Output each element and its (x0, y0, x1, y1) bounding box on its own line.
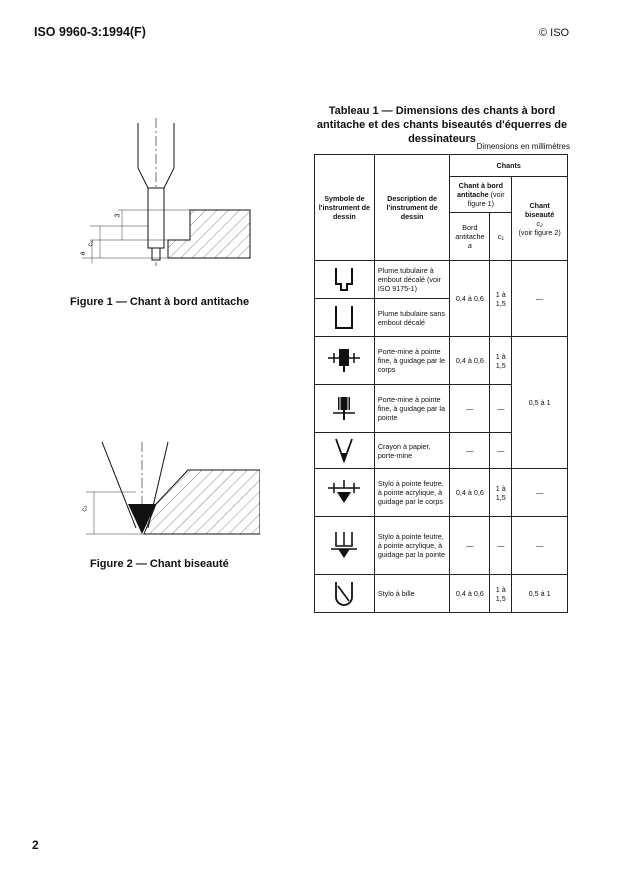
figure-2-dim-c2: c₂ (81, 505, 89, 512)
table-row-symbol (315, 299, 375, 337)
fine-lead-holder-body-icon (326, 346, 362, 374)
felt-pen-body-icon (326, 478, 362, 506)
header-symbol: Symbole de l'instrument de dessin (315, 155, 375, 261)
figure-1-caption: Figure 1 — Chant à bord antitache (70, 296, 250, 308)
header-bord-sym: a (467, 241, 472, 250)
cell-a: — (450, 385, 490, 433)
ballpoint-pen-icon (332, 579, 356, 607)
table-row-desc: Stylo à bille (374, 575, 450, 613)
figure-1-dim-e: 3 (114, 213, 122, 218)
cell-c2: 0,5 à 1 (512, 575, 568, 613)
cell-c1: 1 à 1,5 (490, 575, 512, 613)
cell-c1: 1 à 1,5 (490, 337, 512, 385)
header-bord-label: Bord antitache (455, 223, 485, 241)
table-row-desc: Crayon à papier, porte-mine (374, 433, 450, 469)
table-title: Tableau 1 — Dimensions des chants à bord antitache et des chants biseautés d'équerres de dessinateurs (316, 105, 568, 145)
header-biseaute-sym: c₂ (536, 218, 543, 228)
header-chants: Chants (450, 155, 568, 177)
header-bord (450, 213, 490, 261)
figure-1-dim-c1: c₁ (87, 240, 95, 247)
table-row-symbol (315, 337, 375, 385)
header-biseaute-label: Chant biseauté (525, 200, 555, 219)
page-number: 2 (32, 838, 39, 852)
header-antitache-label: Chant à bord antitache (457, 181, 503, 199)
cell-a: 0,4 à 0,6 (450, 337, 490, 385)
cell-c1: — (490, 433, 512, 469)
cell-c2: — (512, 261, 568, 337)
cell-a: 0,4 à 0,6 (450, 469, 490, 517)
cell-c1: 1 à 1,5 (490, 469, 512, 517)
cell-c2: — (512, 469, 568, 517)
header-description: Description de l'instrument de dessin (374, 155, 450, 261)
copyright: © ISO (539, 27, 570, 39)
table-row-symbol (315, 261, 375, 299)
table-row-symbol (315, 517, 375, 575)
table-row-desc: Porte-mine à pointe fine, à guidage par la pointe (374, 385, 450, 433)
header-antitache-ref: (voir figure 1) (467, 190, 505, 208)
felt-pen-tip-icon (328, 530, 360, 560)
table-row-desc: Plume tubulaire à embout décalé (voir ISO 9175-1) (374, 261, 450, 299)
cell-a: 0,4 à 0,6 (450, 261, 490, 337)
figure-1-dim-a: a (79, 251, 87, 256)
header-antitache (450, 177, 512, 213)
doc-code: ISO 9960-3:1994(F) (34, 25, 146, 39)
figure-2-caption: Figure 2 — Chant biseauté (90, 558, 229, 570)
table-units: Dimensions en millimètres (476, 142, 570, 151)
cell-c2: — (512, 517, 568, 575)
cell-a: — (450, 433, 490, 469)
table-row-desc: Plume tubulaire sans embout décalé (374, 299, 450, 337)
table-row-symbol (315, 469, 375, 517)
table-row-desc: Stylo à pointe feutre, à pointe acrylique, à guidage par la pointe (374, 517, 450, 575)
tube-pen-offset-icon (332, 265, 356, 293)
table-row-symbol (315, 575, 375, 613)
fine-lead-holder-tip-icon (329, 394, 359, 422)
dimensions-table (314, 154, 568, 613)
cell-c2: 0,5 à 1 (512, 337, 568, 469)
table-row-symbol (315, 385, 375, 433)
cell-c1: — (490, 385, 512, 433)
pencil-icon (332, 436, 356, 464)
cell-c1: 1 à 1,5 (490, 261, 512, 337)
header-biseaute-ref: (voir figure 2) (518, 227, 561, 237)
cell-a: 0,4 à 0,6 (450, 575, 490, 613)
header-biseaute (512, 177, 568, 261)
table-row-symbol (315, 433, 375, 469)
cell-c1: — (490, 517, 512, 575)
tube-pen-plain-icon (332, 303, 356, 331)
table-row-desc: Stylo à pointe feutre, à pointe acrylique, à guidage par le corps (374, 469, 450, 517)
header-c1: c₁ (490, 213, 512, 261)
table-row-desc: Porte-mine à pointe fine, à guidage par le corps (374, 337, 450, 385)
figure-2-drawing (60, 442, 260, 542)
cell-a: — (450, 517, 490, 575)
